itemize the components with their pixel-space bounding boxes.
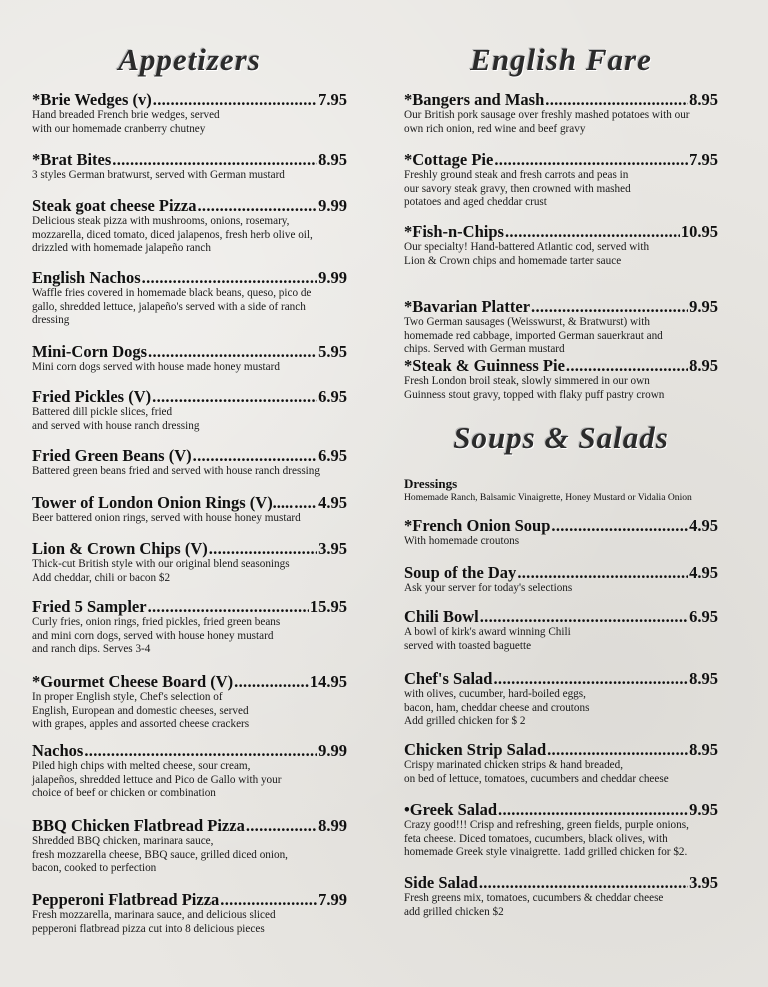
dot-leader bbox=[480, 607, 688, 626]
menu-item-description bbox=[404, 819, 718, 860]
menu-item-header bbox=[404, 90, 718, 109]
description-line: and ranch dips. Serves 3-4 bbox=[32, 643, 151, 655]
dot-leader bbox=[153, 90, 317, 109]
menu-item-header bbox=[32, 446, 347, 465]
english-fare-title: English Fare bbox=[470, 42, 652, 77]
menu-item-description bbox=[32, 109, 347, 136]
menu-item-chef-s-salad bbox=[404, 669, 718, 729]
menu-item-bbq-chicken-flatbread-pizza bbox=[32, 816, 347, 876]
menu-item-description bbox=[404, 626, 718, 653]
menu-item-chicken-strip-salad bbox=[404, 740, 718, 786]
description-line: with grapes, apples and assorted cheese crackers bbox=[32, 718, 250, 730]
menu-item-header bbox=[404, 873, 718, 892]
dot-leader bbox=[84, 741, 317, 760]
menu-item-name: Nachos bbox=[32, 741, 84, 760]
soups-salads-title: Soups & Salads bbox=[453, 420, 669, 455]
menu-item-side-salad bbox=[404, 873, 718, 919]
menu-item-price: 3.95 bbox=[689, 873, 718, 892]
description-line: Our British pork sausage over freshly mashed potatoes with our bbox=[404, 109, 690, 121]
menu-item-description bbox=[32, 406, 347, 433]
menu-item-header bbox=[404, 740, 718, 759]
description-line: feta cheese. Diced tomatoes, cucumbers, black olives, with bbox=[404, 832, 668, 845]
menu-item-description bbox=[32, 287, 347, 328]
menu-item-name: •Greek Salad bbox=[404, 800, 498, 819]
dot-leader bbox=[148, 342, 317, 361]
description-line: and served with house ranch dressing bbox=[32, 419, 200, 432]
menu-item-price: 9.99 bbox=[318, 268, 347, 287]
description-line: Battered dill pickle slices, fried bbox=[32, 406, 173, 418]
menu-item-description bbox=[32, 835, 347, 876]
description-line: English, European and domestic cheeses, served bbox=[32, 704, 249, 717]
menu-item-price: 9.99 bbox=[318, 196, 347, 215]
menu-item-bangers-and-mash bbox=[404, 90, 718, 136]
menu-item-description bbox=[404, 241, 718, 268]
menu-item-description bbox=[404, 892, 718, 919]
menu-item-price: 6.95 bbox=[318, 387, 347, 406]
description-line: In proper English style, Chef's selection of bbox=[32, 691, 223, 703]
menu-item-price: 7.99 bbox=[318, 890, 347, 909]
description-line: A bowl of kirk's award winning Chili bbox=[404, 626, 571, 638]
description-line: Fresh London broil steak, slowly simmered in our own bbox=[404, 375, 650, 387]
description-line: chips. Served with German mustard bbox=[404, 343, 565, 355]
description-line: Hand breaded French brie wedges, served bbox=[32, 109, 220, 121]
description-line: own rich onion, red wine and beef gravy bbox=[404, 122, 586, 135]
description-line: and mini corn dogs, served with house honey mustard bbox=[32, 629, 274, 642]
dot-leader bbox=[494, 150, 688, 169]
description-line: homemade red cabbage, imported German sauerkraut and bbox=[404, 329, 663, 342]
description-line: Fresh greens mix, tomatoes, cucumbers & cheddar cheese bbox=[404, 892, 664, 904]
menu-item-brat-bites bbox=[32, 150, 347, 183]
menu-item-description bbox=[404, 535, 718, 549]
menu-item-header bbox=[404, 516, 718, 535]
description-line: Our specialty! Hand-battered Atlantic cod, served with bbox=[404, 241, 650, 253]
menu-item-description bbox=[32, 169, 347, 183]
menu-item-price: 7.95 bbox=[318, 90, 347, 109]
description-line: With homemade croutons bbox=[404, 535, 520, 547]
menu-item-description bbox=[404, 759, 718, 786]
menu-item-soup-of-the-day bbox=[404, 563, 718, 596]
description-line: dressing bbox=[32, 314, 70, 326]
description-line: choice of beef or chicken or combination bbox=[32, 787, 216, 799]
dot-leader bbox=[566, 356, 688, 375]
dot-leader bbox=[246, 816, 317, 835]
dot-leader bbox=[479, 873, 688, 892]
dressings-list: Homemade Ranch, Balsamic Vinaigrette, Honey Mustard or Vidalia Onion bbox=[404, 492, 692, 503]
dot-leader bbox=[234, 672, 309, 691]
dot-leader bbox=[545, 90, 688, 109]
menu-item-steak-guinness-pie bbox=[404, 356, 718, 402]
menu-item-header bbox=[32, 196, 347, 215]
menu-item-name: English Nachos bbox=[32, 268, 141, 287]
dot-leader bbox=[112, 150, 317, 169]
menu-item-header bbox=[404, 563, 718, 582]
description-line: Thick-cut British style with our original blend seasonings bbox=[32, 558, 290, 570]
menu-item-name: Mini-Corn Dogs bbox=[32, 342, 148, 361]
description-line: gallo, shredded lettuce, jalapeño's served with a side of ranch bbox=[32, 300, 306, 313]
menu-item-price: 8.95 bbox=[689, 90, 718, 109]
menu-item-name: *Fish-n-Chips bbox=[404, 222, 504, 241]
menu-item-name: Steak goat cheese Pizza bbox=[32, 196, 197, 215]
menu-item-fried-5-sampler bbox=[32, 597, 347, 657]
menu-item-header bbox=[404, 222, 718, 241]
menu-item-price: 7.95 bbox=[689, 150, 718, 169]
menu-item-name: *Bavarian Platter bbox=[404, 297, 531, 316]
menu-item-header bbox=[32, 741, 347, 760]
menu-item-name: Tower of London Onion Rings (V)..... bbox=[32, 493, 294, 512]
menu-item-header bbox=[32, 90, 347, 109]
dot-leader bbox=[547, 740, 688, 759]
menu-item-price: 5.95 bbox=[318, 342, 347, 361]
description-line: pepperoni flatbread pizza cut into 8 delicious pieces bbox=[32, 922, 265, 935]
menu-item-description bbox=[32, 512, 347, 526]
menu-item-price: 9.95 bbox=[689, 297, 718, 316]
menu-item-name: *Cottage Pie bbox=[404, 150, 494, 169]
description-line: drizzled with homemade jalapeño ranch bbox=[32, 242, 211, 254]
menu-item-price: 15.95 bbox=[309, 597, 347, 616]
menu-item-english-nachos bbox=[32, 268, 347, 328]
menu-item-name: Fried Green Beans (V) bbox=[32, 446, 192, 465]
menu-item-price: 4.95 bbox=[689, 563, 718, 582]
description-line: Waffle fries covered in homemade black beans, queso, pico de bbox=[32, 287, 312, 299]
description-line: with our homemade cranberry chutney bbox=[32, 122, 206, 135]
dot-leader bbox=[551, 516, 688, 535]
menu-item-price: 8.95 bbox=[689, 356, 718, 375]
menu-item-header bbox=[32, 493, 347, 512]
menu-item-lion-crown-chips-v bbox=[32, 539, 347, 585]
menu-item-nachos bbox=[32, 741, 347, 801]
menu-item-price: 4.95 bbox=[689, 516, 718, 535]
menu-item-name: *Gourmet Cheese Board (V) bbox=[32, 672, 234, 691]
dot-leader bbox=[498, 800, 688, 819]
dot-leader bbox=[209, 539, 317, 558]
description-line: served with toasted baguette bbox=[404, 639, 532, 652]
menu-item-header bbox=[32, 597, 347, 616]
menu-item-header bbox=[32, 890, 347, 909]
menu-item-header bbox=[404, 356, 718, 375]
description-line: Crazy good!!! Crisp and refreshing, green fields, purple onions, bbox=[404, 819, 689, 831]
menu-item-name: *Bangers and Mash bbox=[404, 90, 545, 109]
menu-item-name: Fried 5 Sampler bbox=[32, 597, 147, 616]
description-line: Fresh mozzarella, marinara sauce, and delicious sliced bbox=[32, 909, 276, 921]
menu-item-name: Pepperoni Flatbread Pizza bbox=[32, 890, 220, 909]
menu-item-description bbox=[32, 361, 347, 375]
menu-item-header bbox=[32, 268, 347, 287]
dot-leader bbox=[531, 297, 688, 316]
menu-item-header bbox=[32, 539, 347, 558]
menu-item-description bbox=[404, 688, 718, 729]
dot-leader bbox=[493, 669, 688, 688]
description-line: add grilled chicken $2 bbox=[404, 905, 504, 918]
menu-item-name: Chef's Salad bbox=[404, 669, 493, 688]
menu-item-description bbox=[404, 375, 718, 402]
menu-item-name: Side Salad bbox=[404, 873, 478, 892]
description-line: bacon, ham, cheddar cheese and croutons bbox=[404, 701, 590, 714]
description-line: Guinness stout gravy, topped with flaky puff pastry crown bbox=[404, 388, 665, 401]
description-line: fresh mozzarella cheese, BBQ sauce, grilled diced onion, bbox=[32, 848, 288, 861]
menu-item-fish-n-chips bbox=[404, 222, 718, 268]
appetizers-title: Appetizers bbox=[118, 42, 261, 77]
dot-leader bbox=[294, 493, 317, 512]
menu-item-name: *Brat Bites bbox=[32, 150, 112, 169]
menu-item-header bbox=[32, 672, 347, 691]
description-line: Two German sausages (Weisswurst, & Bratwurst) with bbox=[404, 316, 650, 328]
menu-item-price: 14.95 bbox=[309, 672, 347, 691]
menu-item-steak-goat-cheese-pizza bbox=[32, 196, 347, 256]
menu-item-price: 10.95 bbox=[680, 222, 718, 241]
menu-item-price: 6.95 bbox=[318, 446, 347, 465]
menu-item-header bbox=[404, 150, 718, 169]
menu-item-brie-wedges-v bbox=[32, 90, 347, 136]
menu-item-price: 6.95 bbox=[689, 607, 718, 626]
description-line: mozzarella, diced tomato, diced jalapenos, fresh herb olive oil, bbox=[32, 228, 313, 241]
description-line: Ask your server for today's selections bbox=[404, 582, 573, 594]
menu-item-mini-corn-dogs bbox=[32, 342, 347, 375]
dot-leader bbox=[517, 563, 688, 582]
menu-item-description bbox=[32, 465, 347, 479]
menu-item-price: 8.99 bbox=[318, 816, 347, 835]
dressings-label: Dressings bbox=[404, 476, 458, 491]
menu-item-header bbox=[32, 150, 347, 169]
menu-item-header bbox=[404, 800, 718, 819]
menu-item-description bbox=[404, 109, 718, 136]
description-line: 3 styles German bratwurst, served with German mustard bbox=[32, 169, 285, 181]
menu-item-name: Fried Pickles (V) bbox=[32, 387, 152, 406]
dressings-block bbox=[404, 476, 718, 503]
description-line: Crispy marinated chicken strips & hand breaded, bbox=[404, 759, 624, 771]
description-line: homemade Greek style vinaigrette. 1add grilled chicken for $2. bbox=[404, 846, 688, 858]
menu-item-name: *Brie Wedges (v) bbox=[32, 90, 152, 109]
menu-item-french-onion-soup bbox=[404, 516, 718, 549]
description-line: Curly fries, onion rings, fried pickles, fried green beans bbox=[32, 616, 281, 628]
description-line: jalapeños, shredded lettuce and Pico de Gallo with your bbox=[32, 773, 282, 786]
menu-item-header bbox=[32, 342, 347, 361]
dot-leader bbox=[220, 890, 317, 909]
menu-item-bavarian-platter bbox=[404, 297, 718, 357]
dot-leader bbox=[148, 597, 309, 616]
menu-item-price: 8.95 bbox=[689, 669, 718, 688]
description-line: Battered green beans fried and served with house ranch dressing bbox=[32, 465, 320, 477]
menu-item-description bbox=[404, 582, 718, 596]
menu-item-description bbox=[32, 691, 347, 732]
description-line: Add grilled chicken for $ 2 bbox=[404, 715, 526, 727]
menu-item-price: 8.95 bbox=[689, 740, 718, 759]
menu-item-fried-green-beans-v bbox=[32, 446, 347, 479]
description-line: our savory steak gravy, then crowned with mashed bbox=[404, 182, 631, 195]
menu-item-description bbox=[32, 616, 347, 657]
menu-item-header bbox=[404, 297, 718, 316]
dot-leader bbox=[198, 196, 318, 215]
description-line: Freshly ground steak and fresh carrots and peas in bbox=[404, 169, 629, 181]
menu-item-gourmet-cheese-board-v bbox=[32, 672, 347, 732]
description-line: Add cheddar, chili or bacon $2 bbox=[32, 571, 171, 584]
menu-item-header bbox=[404, 669, 718, 688]
menu-item-description bbox=[32, 215, 347, 256]
menu-item-fried-pickles-v bbox=[32, 387, 347, 433]
menu-item-name: Chili Bowl bbox=[404, 607, 479, 626]
dot-leader bbox=[193, 446, 317, 465]
description-line: Beer battered onion rings, served with house honey mustard bbox=[32, 512, 301, 524]
menu-item-greek-salad bbox=[404, 800, 718, 860]
description-line: bacon, cooked to perfection bbox=[32, 862, 157, 874]
menu-item-pepperoni-flatbread-pizza bbox=[32, 890, 347, 936]
menu-item-cottage-pie bbox=[404, 150, 718, 210]
menu-item-price: 8.95 bbox=[318, 150, 347, 169]
dot-leader bbox=[142, 268, 317, 287]
menu-item-description bbox=[32, 760, 347, 801]
menu-item-description bbox=[32, 558, 347, 585]
description-line: Piled high chips with melted cheese, sour cream, bbox=[32, 760, 251, 772]
menu-item-price: 9.95 bbox=[689, 800, 718, 819]
menu-item-price: 4.95 bbox=[318, 493, 347, 512]
dot-leader bbox=[152, 387, 317, 406]
description-line: Delicious steak pizza with mushrooms, onions, rosemary, bbox=[32, 215, 290, 227]
description-line: Lion & Crown chips and homemade tarter sauce bbox=[404, 254, 622, 267]
menu-item-description bbox=[32, 909, 347, 936]
menu-item-name: Chicken Strip Salad bbox=[404, 740, 547, 759]
description-line: Mini corn dogs served with house made honey mustard bbox=[32, 361, 280, 373]
menu-item-name: BBQ Chicken Flatbread Pizza bbox=[32, 816, 245, 835]
menu-item-name: Lion & Crown Chips (V) bbox=[32, 539, 208, 558]
menu-item-price: 3.95 bbox=[318, 539, 347, 558]
description-line: Shredded BBQ chicken, marinara sauce, bbox=[32, 835, 214, 847]
menu-item-header bbox=[32, 387, 347, 406]
menu-item-name: *French Onion Soup bbox=[404, 516, 551, 535]
description-line: with olives, cucumber, hard-boiled eggs, bbox=[404, 688, 586, 700]
menu-item-header bbox=[32, 816, 347, 835]
menu-item-chili-bowl bbox=[404, 607, 718, 653]
menu-item-description bbox=[404, 316, 718, 357]
menu-item-price: 9.99 bbox=[318, 741, 347, 760]
menu-item-tower-of-london-onion-rings-v bbox=[32, 493, 347, 526]
menu-item-name: *Steak & Guinness Pie bbox=[404, 356, 565, 375]
description-line: potatoes and aged cheddar crust bbox=[404, 196, 547, 208]
menu-item-name: Soup of the Day bbox=[404, 563, 517, 582]
dot-leader bbox=[505, 222, 680, 241]
menu-item-header bbox=[404, 607, 718, 626]
menu-item-description bbox=[404, 169, 718, 210]
description-line: on bed of lettuce, tomatoes, cucumbers and cheddar cheese bbox=[404, 772, 669, 785]
